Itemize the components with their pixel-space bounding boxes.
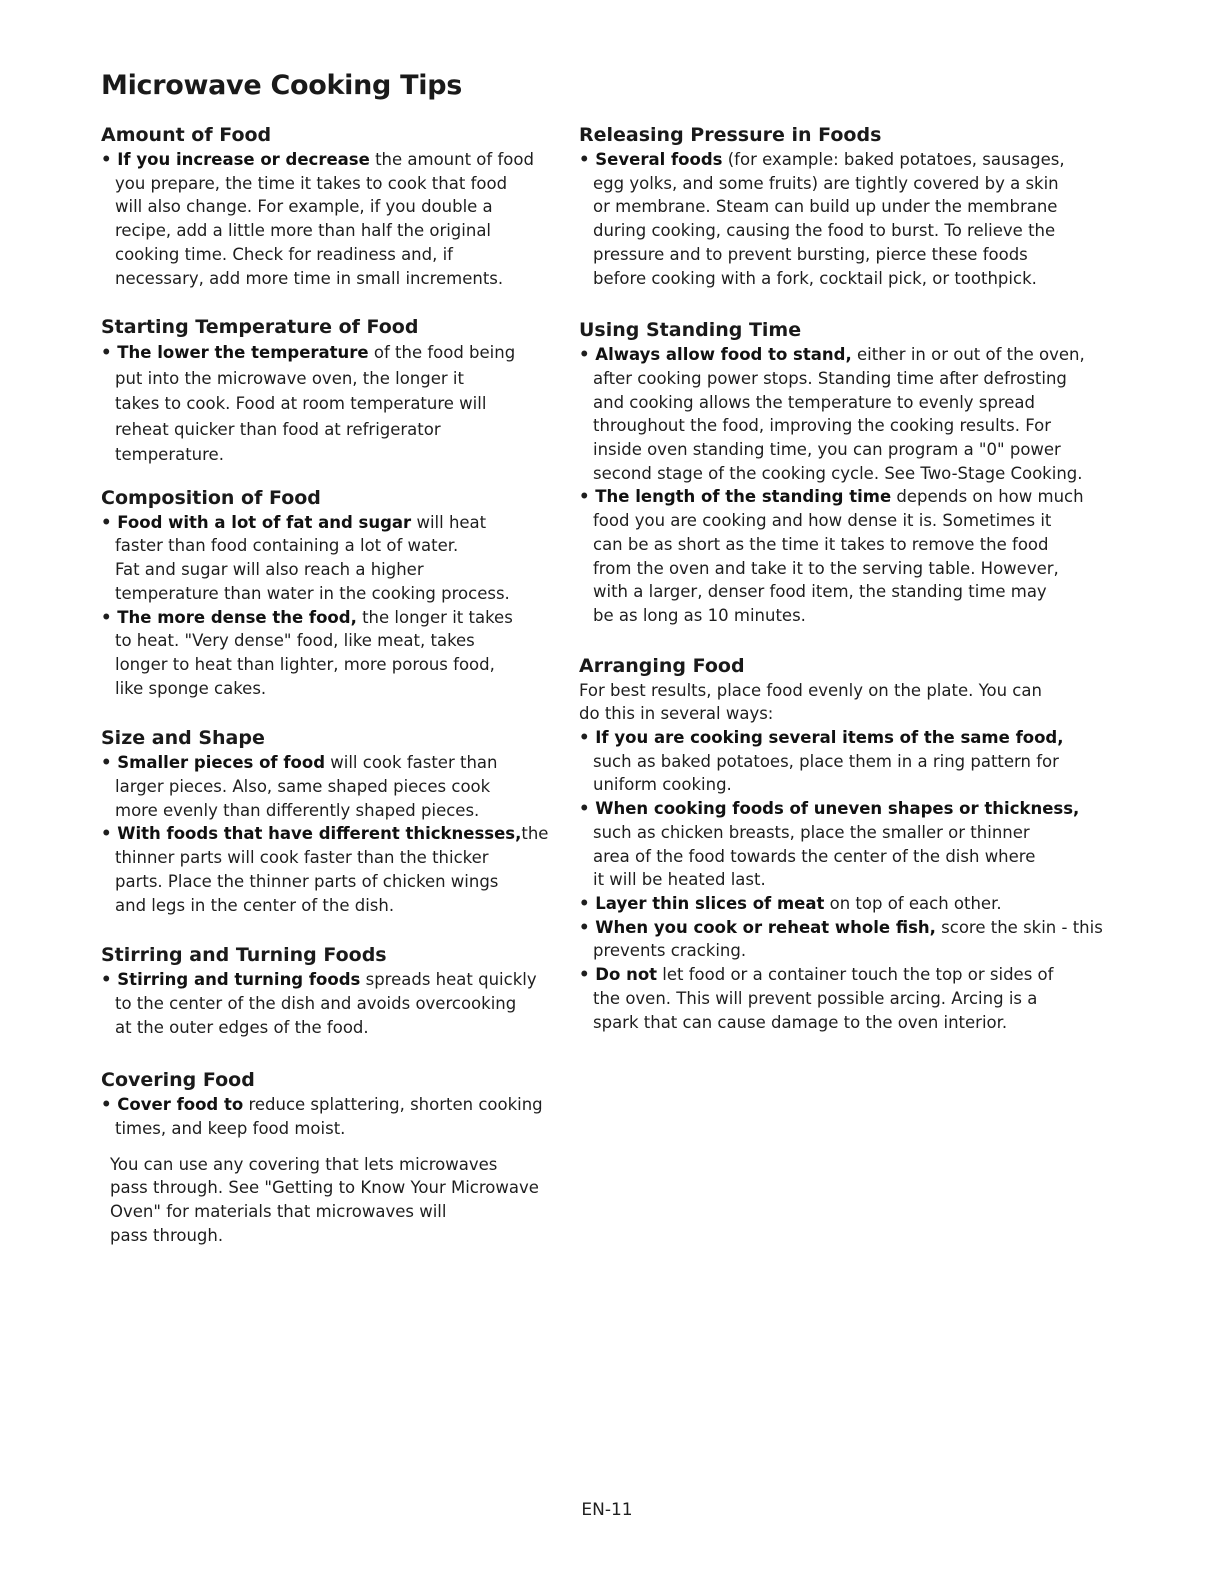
bullet-text: spreads heat quickly to the center of the dish and avoids overcooking at the outer edges of the food.	[115, 970, 537, 1037]
section-heading: Releasing Pressure in Foods	[579, 124, 882, 146]
section-heading: Amount of Food	[101, 124, 272, 146]
section-arranging-food	[579, 653, 1119, 1035]
bullet-item	[101, 511, 563, 606]
section-heading: Using Standing Time	[579, 319, 802, 342]
bullet-item	[101, 148, 563, 290]
section-using-standing-time	[579, 317, 1119, 627]
bullet-item	[579, 916, 1119, 963]
bullet-item	[579, 148, 1119, 290]
bullet-text: such as baked potatoes, place them in a ring pattern for uniform cooking.	[593, 751, 1059, 795]
bullet-item	[101, 968, 563, 1039]
bullet-lead: The more dense the food,	[117, 607, 357, 627]
section-heading: Arranging Food	[579, 654, 745, 677]
bullet-item	[101, 822, 563, 917]
arranging-intro: For best results, place food evenly on the plate. You can do this in several ways:	[579, 680, 1042, 724]
bullet-text: reduce splattering, shorten cooking times, and keep food moist.	[115, 1095, 543, 1139]
bullet-lead: If you increase or decrease	[117, 150, 370, 169]
bullet-text: on top of each other.	[824, 893, 1002, 913]
bullet-lead: The lower the temperature	[117, 343, 369, 363]
bullet-lead: Layer thin slices of meat	[595, 893, 825, 913]
bullet-item	[101, 1093, 563, 1140]
bullet-text: the amount of food you prepare, the time it takes to cook that food will also change. For example, if you double a recipe, add a little more than half the original cooking time. Check for readiness and, if necessary, add more time in small increments.	[115, 150, 534, 288]
bullet-text: will heat faster than food containing a lot of water. Fat and sugar will also reach a higher temperature than water in the cooking process.	[115, 512, 510, 603]
page-number	[0, 1500, 1224, 1520]
bullet-text: score the skin - this prevents cracking.	[593, 917, 1103, 961]
bullet-lead: When cooking foods of uneven shapes or thickness,	[595, 799, 1080, 819]
section-size-and-shape	[101, 725, 563, 917]
section-heading: Starting Temperature of Food	[101, 316, 419, 339]
bullet-item	[579, 963, 1119, 1034]
bullet-lead: Smaller pieces of food	[117, 753, 326, 773]
bullet-lead: Do not	[595, 965, 658, 985]
bullet-lead: Several foods	[595, 150, 723, 169]
bullet-lead: Stirring and turning foods	[117, 970, 361, 990]
section-composition-of-food	[101, 485, 563, 701]
section-heading: Covering Food	[101, 1069, 255, 1092]
bullet-lead: If you are cooking several items of the same food,	[595, 728, 1064, 748]
bullet-text: the longer it takes to heat. "Very dense" food, like meat, takes longer to heat than lighter, more porous food, like sponge cakes.	[115, 607, 513, 698]
section-covering-food	[101, 1067, 563, 1247]
left-column	[101, 122, 563, 1248]
bullet-text: either in or out of the oven, after cooking power stops. Standing time after defrosting and cooking allows the temperature to evenly spread throughout the food, improving the cooking results. For inside oven standing time, you can program a "0" power second stage of the cooking cycle. See Two-Stage Cooking.	[593, 345, 1085, 483]
bullet-lead: The length of the standing time	[595, 487, 892, 507]
section-heading: Size and Shape	[101, 727, 265, 750]
bullet-text: the thinner parts will cook faster than the thicker parts. Place the thinner parts of chicken wings and legs in the center of the dish.	[115, 824, 549, 915]
bullet-text: of the food being put into the microwave oven, the longer it takes to cook. Food at room temperature will reheat quicker than food at refrigerator temperature.	[115, 343, 516, 465]
bullet-item	[101, 606, 563, 701]
bullet-item	[101, 751, 563, 822]
bullet-item	[579, 485, 1119, 627]
section-amount-of-food	[101, 122, 563, 290]
bullet-item	[579, 343, 1119, 485]
bullet-lead: Food with a lot of fat and sugar	[117, 512, 412, 532]
bullet-lead: With foods that have different thicknesses,	[117, 824, 522, 844]
bullet-lead: Always allow food to stand,	[595, 345, 852, 365]
page-number-text: EN-11	[581, 1500, 633, 1520]
right-column	[579, 122, 1119, 1034]
bullet-text: let food or a container touch the top or sides of the oven. This will prevent possible arcing. Arcing is a spark that can cause damage to the oven interior.	[593, 965, 1054, 1032]
bullet-item	[579, 726, 1119, 797]
covering-paragraph: You can use any covering that lets microwaves pass through. See "Getting to Know Your Microwave Oven" for materials that microwaves will pass through.	[110, 1154, 539, 1245]
section-heading: Stirring and Turning Foods	[101, 944, 387, 967]
section-heading: Composition of Food	[101, 486, 321, 509]
bullet-text: depends on how much food you are cooking and how dense it is. Sometimes it can be as short as the time it takes to remove the food from the oven and take it to the serving table. However, with a larger, denser food item, the standing time may be as long as 10 minutes.	[593, 487, 1084, 625]
bullet-text: (for example: baked potatoes, sausages, egg yolks, and some fruits) are tightly covered by a skin or membrane. Steam can build up under the membrane during cooking, causing the food to burst. To relieve the pressure and to prevent bursting, pierce these foods before cooking with a fork, cocktail pick, or toothpick.	[593, 150, 1065, 288]
bullet-text: such as chicken breasts, place the smaller or thinner area of the food towards the center of the dish where it will be heated last.	[593, 822, 1036, 890]
bullet-item	[101, 340, 563, 468]
bullet-text: will cook faster than larger pieces. Also, same shaped pieces cook more evenly than differently shaped pieces.	[115, 753, 498, 820]
bullet-item	[579, 892, 1119, 916]
bullet-lead: Cover food to	[117, 1095, 244, 1115]
section-stirring-and-turning	[101, 942, 563, 1039]
page-title: Microwave Cooking Tips	[101, 70, 463, 101]
section-releasing-pressure	[579, 122, 1119, 290]
bullet-lead: When you cook or reheat whole fish,	[595, 917, 936, 937]
bullet-item	[579, 797, 1119, 892]
section-starting-temperature	[101, 314, 563, 468]
